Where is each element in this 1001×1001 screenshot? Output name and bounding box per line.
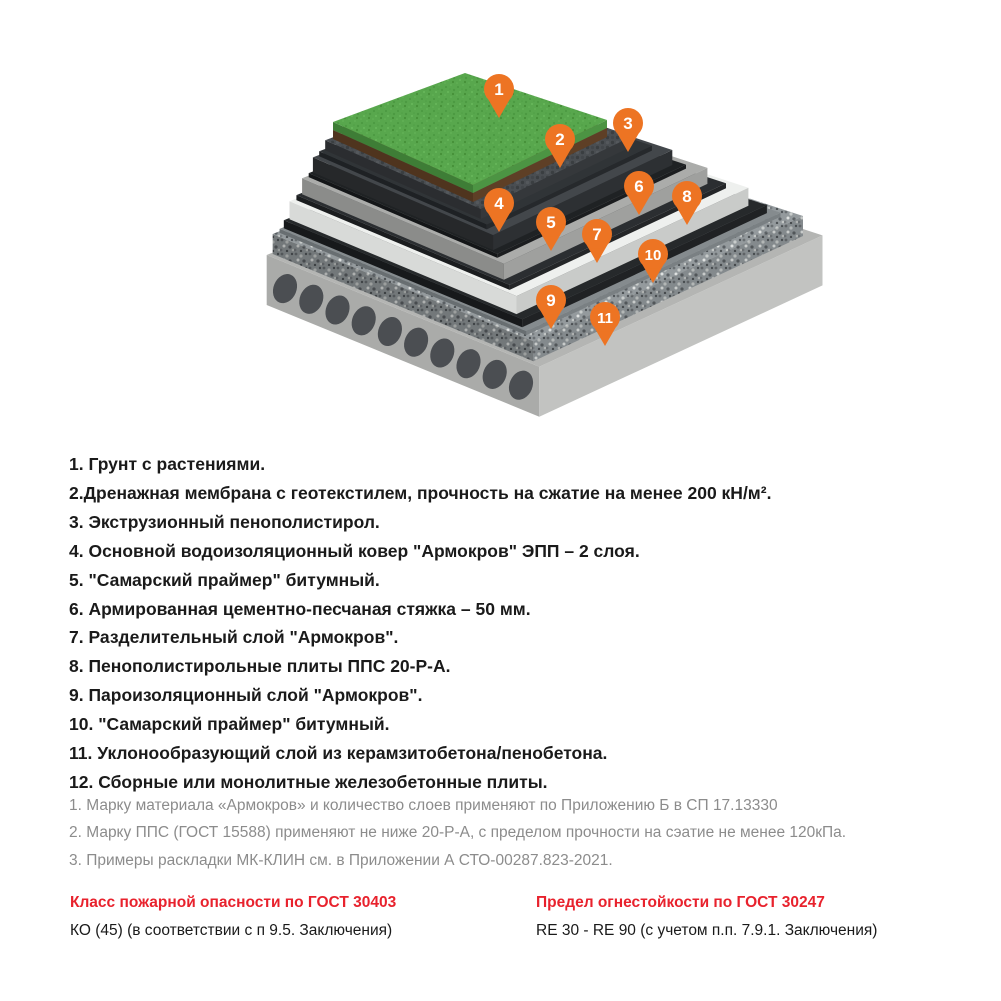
- pin-number: 11: [597, 310, 613, 327]
- footnote-item: 3. Примеры раскладки МК-КЛИН см. в Приложении А СТО-00287.823-2021.: [69, 851, 613, 869]
- pin-number: 5: [546, 213, 556, 232]
- pin-number: 3: [623, 114, 633, 133]
- fire-hazard-class-heading: Класс пожарной опасности по ГОСТ 30403: [70, 894, 397, 911]
- fire-hazard-class-value: КО (45) (в соответствии с п 9.5. Заключения): [70, 922, 393, 939]
- pin-number: 1: [494, 80, 504, 99]
- layer-list-item: 8. Пенополистирольные плиты ППС 20-Р-А.: [69, 656, 451, 677]
- layer-list-item: 2.Дренажная мембрана с геотекстилем, прочность на сжатие на менее 200 кН/м².: [69, 482, 772, 503]
- pin-number: 6: [634, 177, 644, 196]
- layer-list-item: 11. Уклонообразующий слой из керамзитобетона/пенобетона.: [69, 743, 608, 764]
- pin-number: 8: [682, 187, 692, 206]
- layer-list-item: 10. "Самарский праймер" битумный.: [69, 714, 390, 735]
- fire-hazard-class-block: [70, 894, 396, 940]
- fire-resistance-value: RE 30 - RE 90 (с учетом п.п. 7.9.1. Заключения): [536, 922, 878, 939]
- footnote-item: 1. Марку материала «Армокров» и количество слоев применяют по Приложению Б в СП 17.13330: [69, 797, 778, 814]
- layer-list-item: 3. Экструзионный пенополистирол.: [69, 511, 380, 532]
- layer-list-item: 5. "Самарский праймер" битумный.: [69, 569, 380, 590]
- roof-layers-diagram: [0, 0, 1001, 450]
- layer-list-item: 9. Пароизоляционный слой "Армокров".: [69, 685, 423, 706]
- pin-number: 2: [555, 130, 565, 149]
- layer-list-item: 1. Грунт с растениями.: [69, 454, 266, 474]
- fire-resistance-heading: Предел огнестойкости по ГОСТ 30247: [536, 894, 825, 911]
- layer-list-item: 12. Сборные или монолитные железобетонные плиты.: [69, 771, 548, 792]
- layer-list-item: 4. Основной водоизоляционный ковер "Армокров" ЭПП – 2 слоя.: [69, 540, 640, 561]
- layer-list-item: 7. Разделительный слой "Армокров".: [69, 627, 399, 648]
- fire-resistance-block: [536, 894, 877, 940]
- pin-number: 4: [494, 194, 504, 213]
- layer-description-list: [69, 450, 771, 797]
- footnote-item: 2. Марку ППС (ГОСТ 15588) применяют не ниже 20-Р-А, с пределом прочности на сэатие не менее 120кПа.: [69, 824, 847, 842]
- layer-stack: [267, 73, 823, 417]
- pin-number: 7: [592, 225, 602, 244]
- pin-number: 9: [546, 291, 556, 310]
- layer-list-item: 6. Армированная цементно-песчаная стяжка – 50 мм.: [69, 598, 531, 619]
- footnotes: [69, 792, 846, 874]
- pin-number: 10: [644, 247, 662, 264]
